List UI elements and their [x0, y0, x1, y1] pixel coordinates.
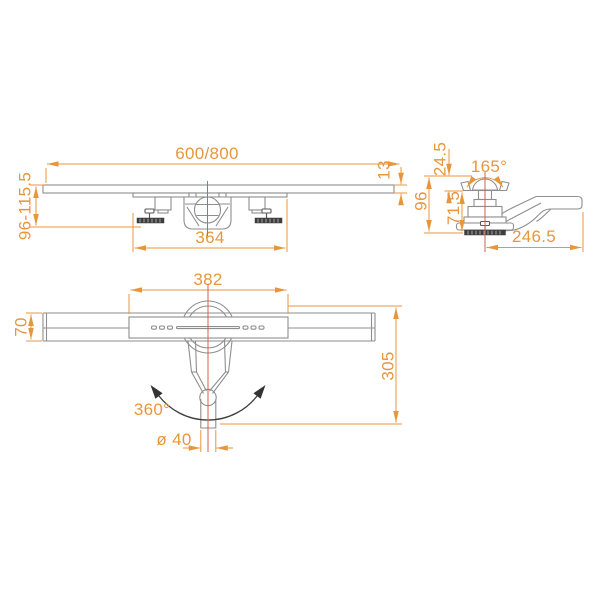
- dim-body-width: 382: [193, 270, 223, 289]
- dim-bracket-spacing: 364: [195, 228, 225, 247]
- dim-stem-diameter: ø 40: [156, 430, 192, 449]
- dim-total-depth: 305: [378, 351, 398, 381]
- dim-arm-reach: 246.5: [511, 227, 557, 246]
- front-mount-strip: [133, 193, 287, 197]
- front-light-bar: [43, 185, 394, 193]
- rotation-arrow-left: [151, 385, 163, 399]
- front-view: [16, 144, 408, 252]
- dim-rotation-angle: 360°: [133, 400, 171, 419]
- front-right-bracket: [249, 197, 282, 223]
- dim-overall-width: 600/800: [175, 144, 239, 163]
- rotation-arrow-right: [253, 385, 265, 399]
- dim-total-height: 96: [411, 191, 431, 211]
- dim-panel-thickness: 13: [374, 160, 394, 180]
- plan-dimensions: [12, 270, 403, 452]
- plan-arm-funnel: [188, 341, 232, 428]
- front-left-bracket: [137, 197, 171, 223]
- dim-mount-height-range: 96-115.5: [15, 171, 35, 241]
- dim-base-height: 71.5: [444, 190, 463, 226]
- dim-swivel-angle: 165°: [470, 157, 508, 176]
- plan-view: [12, 270, 403, 452]
- side-view: [412, 142, 584, 252]
- dim-head-height: 24.5: [430, 141, 450, 177]
- dim-bar-depth: 70: [11, 317, 31, 337]
